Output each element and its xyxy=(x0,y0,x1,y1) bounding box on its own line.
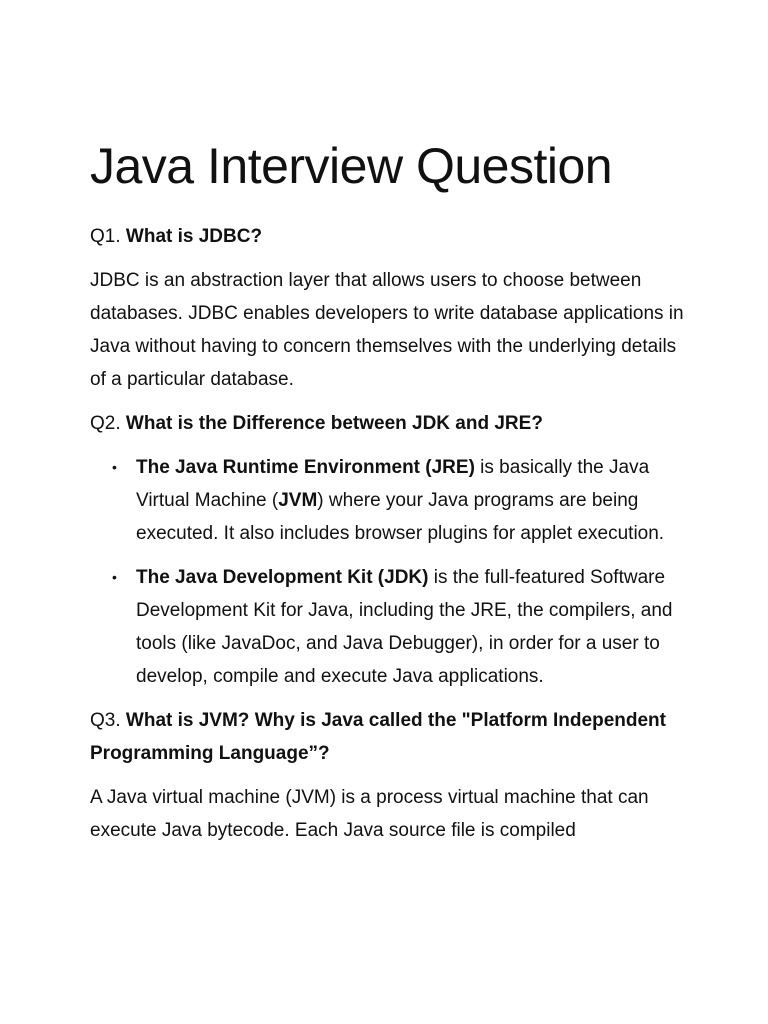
jre-term: The Java Runtime Environment (JRE) xyxy=(136,457,475,478)
question-2-text: What is the Difference between JDK and JRE? xyxy=(125,413,543,434)
question-2-number: Q2. xyxy=(90,413,126,434)
answer-3: A Java virtual machine (JVM) is a process virtual machine that can execute Java bytecode. Each Java source file is compiled xyxy=(90,787,649,841)
question-1-text: What is JDBC? xyxy=(125,226,263,247)
question-1 xyxy=(90,220,690,253)
jvm-term: JVM xyxy=(278,490,318,511)
list-item-jdk xyxy=(90,561,690,693)
question-3-number: Q3. xyxy=(90,710,126,731)
list-item-jre xyxy=(90,451,690,550)
jdk-term: The Java Development Kit (JDK) xyxy=(136,567,429,588)
document-page xyxy=(90,130,690,858)
answer-1: JDBC is an abstraction layer that allows users to choose between databases. JDBC enables developers to write database applications in Java without having to concern themselves with the underlying details of a particular database. xyxy=(90,270,684,390)
jre-text-1: is basically the Java Virtual Machine ( xyxy=(136,457,650,511)
answer-2-list xyxy=(90,451,690,693)
bullet-icon: • xyxy=(112,459,117,475)
question-3-text: What is JVM? Why is Java called the "Platform Independent Programming Language”? xyxy=(90,710,666,764)
document-title: Java Interview Question xyxy=(90,138,613,194)
jre-text-2: ) where your Java programs are being executed. It also includes browser plugins for applet execution. xyxy=(136,490,665,544)
jdk-text: is the full-featured Software Development Kit for Java, including the JRE, the compilers, and tools (like JavaDoc, and Java Debugger), in order for a user to develop, compile and execute Java applications. xyxy=(136,567,673,687)
question-3 xyxy=(90,704,690,770)
bullet-icon: • xyxy=(112,569,117,585)
question-2 xyxy=(90,407,690,440)
question-1-number: Q1. xyxy=(90,226,126,247)
